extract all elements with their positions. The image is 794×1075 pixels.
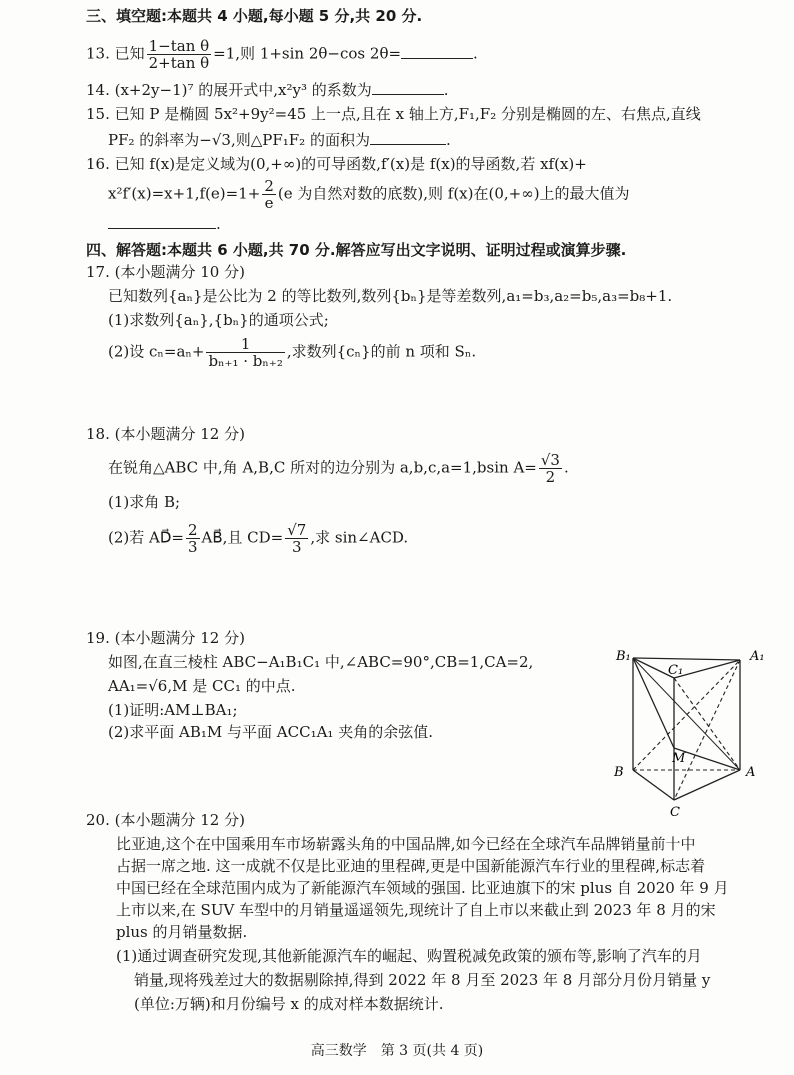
q14-text: 14. (x+2y−1)⁷ 的展开式中,x²y³ 的系数为 [86,81,372,99]
q19-part1: (1)证明:AM⊥BA₁; [108,701,238,719]
q20-paragraph-line2: 占据一席之地. 这一成就不仅是比亚迪的里程碑,更是中国新能源汽车行业的里程碑,标志着 [116,857,706,875]
q20-paragraph-line3: 中国已经在全球范围内成为了新能源汽车领域的强国. 比亚迪旗下的宋 plus 自 2020 年 9 月 [116,879,729,897]
q13-frac-num: 1−tan θ [148,37,210,55]
q18-fraction-2 [186,522,200,555]
q15-answer-blank[interactable] [370,130,446,145]
q14-end: . [443,81,449,99]
label-C1: C₁ [668,663,684,678]
label-A1: A₁ [750,649,765,664]
edge-CA [674,770,740,800]
q18-part1: (1)求角 B; [108,493,181,511]
question-15-line2 [108,130,451,150]
question-14 [86,80,449,100]
q17-frac-num: 1 [206,336,284,353]
edge-BC [633,770,674,800]
question-16-line2 [108,178,630,211]
question-13 [86,38,478,71]
q13-prefix: 13. 已知 [86,44,145,63]
question-16-line1: 16. 已知 f(x)是定义域为(0,+∞)的可导函数,f′(x)是 f(x)的导函数,若 xf(x)+ [86,155,587,173]
q18-line1-b: . [563,458,569,477]
q18-frac3-den: 3 [292,538,302,556]
q20-subq1-line3: (单位:万辆)和月份编号 x 的成对样本数据统计. [134,995,444,1013]
q18-fraction-3 [285,522,308,555]
q19-part2: (2)求平面 AB₁M 与平面 ACC₁A₁ 夹角的余弦值. [108,723,433,741]
q15-end: . [445,131,451,149]
edge-C1A1 [674,660,740,678]
segment-A1C-hidden [674,660,740,800]
page-footer: 高三数学 第 3 页(共 4 页) [310,1043,484,1059]
q18-part2-a: (2)若 AD⃗= [108,528,184,547]
q19-line1: 如图,在直三棱柱 ABC−A₁B₁C₁ 中,∠ABC=90°,CB=1,CA=2, [108,653,534,671]
q18-frac3-num: √7 [287,521,307,539]
q13-fraction [147,38,212,71]
q18-frac1-num: √3 [540,451,560,469]
q18-frac2-num: 2 [187,521,198,539]
q13-answer-blank[interactable] [401,44,473,59]
q20-subq1-line2: 销量,现将残差过大的数据剔除掉,得到 2022 年 8 月至 2023 年 8 月部分月份月销量 y [134,971,711,989]
q17-fraction [206,336,284,369]
label-A: A [746,765,756,780]
q13-frac-den: 2+tan θ [148,54,210,72]
q18-fraction-1 [539,452,562,485]
q16-frac-den: e [264,194,274,212]
q15-line2-text: PF₂ 的斜率为−√3,则△PF₁F₂ 的面积为 [108,131,370,149]
section4-header: 四、解答题:本题共 6 小题,共 70 分.解答应写出文字说明、证明过程或演算步骤. [86,241,627,259]
q17-part2-b: ,求数列{cₙ}的前 n 项和 Sₙ. [286,342,477,361]
edge-B1A1 [633,658,740,660]
q20-subq1-line1: (1)通过调查研究发现,其他新能源汽车的崛起、购置税减免政策的颁布等,影响了汽车的月 [116,947,702,965]
q18-part2-c: ,求 sin∠ACD. [310,528,409,547]
prism-figure [608,640,776,820]
q13-end: . [473,44,478,63]
q19-title: 19. (本小题满分 12 分) [86,629,245,647]
q17-part2-a: (2)设 cₙ=aₙ+ [108,342,205,361]
q17-frac-den: bₙ₊₁ · bₙ₊₂ [208,352,283,370]
q17-part2 [108,336,476,369]
q19-line2: AA₁=√6,M 是 CC₁ 的中点. [108,677,296,695]
q20-paragraph-line4: 上市以来,在 SUV 车型中的月销量遥遥领先,现统计了自上市以来截止到 2023 年 8 月的宋 [116,901,716,919]
q18-part2 [108,522,408,555]
q16-end: . [216,215,221,233]
q20-paragraph-line5: plus 的月销量数据. [116,923,248,941]
label-B1: B₁ [616,649,631,664]
q18-frac2-den: 3 [187,538,198,556]
q18-line1 [108,452,569,485]
question-15-line1: 15. 已知 P 是椭圆 5x²+9y²=45 上一点,且在 x 轴上方,F₁,F₂ 分别是椭圆的左、右焦点,直线 [86,105,701,123]
label-B: B [614,765,624,780]
label-C: C [670,805,680,820]
q14-answer-blank[interactable] [372,80,444,95]
q18-frac1-den: 2 [545,468,556,486]
q18-part2-b: AB⃗,且 CD= [201,528,284,547]
q18-title: 18. (本小题满分 12 分) [86,425,245,443]
q16-line2-a: x²f′(x)=x+1,f(e)=1+ [108,184,261,203]
q16-answer-blank[interactable] [108,214,216,229]
q17-part1: (1)求数列{aₙ},{bₙ}的通项公式; [108,311,329,329]
question-16-line3 [108,214,221,234]
q20-paragraph-line1: 比亚迪,这个在中国乘用车市场崭露头角的中国品牌,如今已经在全球汽车品牌销量前十中 [116,835,696,853]
label-M: M [672,751,686,766]
q16-frac-num: 2 [264,177,274,195]
q13-suffix: =1,则 1+sin 2θ−cos 2θ= [213,44,402,63]
section3-header: 三、填空题:本题共 4 小题,每小题 5 分,共 20 分. [86,7,423,25]
q16-fraction [262,178,276,211]
q17-line1: 已知数列{aₙ}是公比为 2 的等比数列,数列{bₙ}是等差数列,a₁=b₃,a₂=b₅,a₃=b₈+1. [108,287,673,305]
q20-title: 20. (本小题满分 12 分) [86,811,245,829]
q16-line2-b: (e 为自然对数的底数),则 f(x)在(0,+∞)上的最大值为 [277,184,630,203]
q17-title: 17. (本小题满分 10 分) [86,263,245,281]
q18-line1-a: 在锐角△ABC 中,角 A,B,C 所对的边分别为 a,b,c,a=1,bsin A= [108,458,537,477]
